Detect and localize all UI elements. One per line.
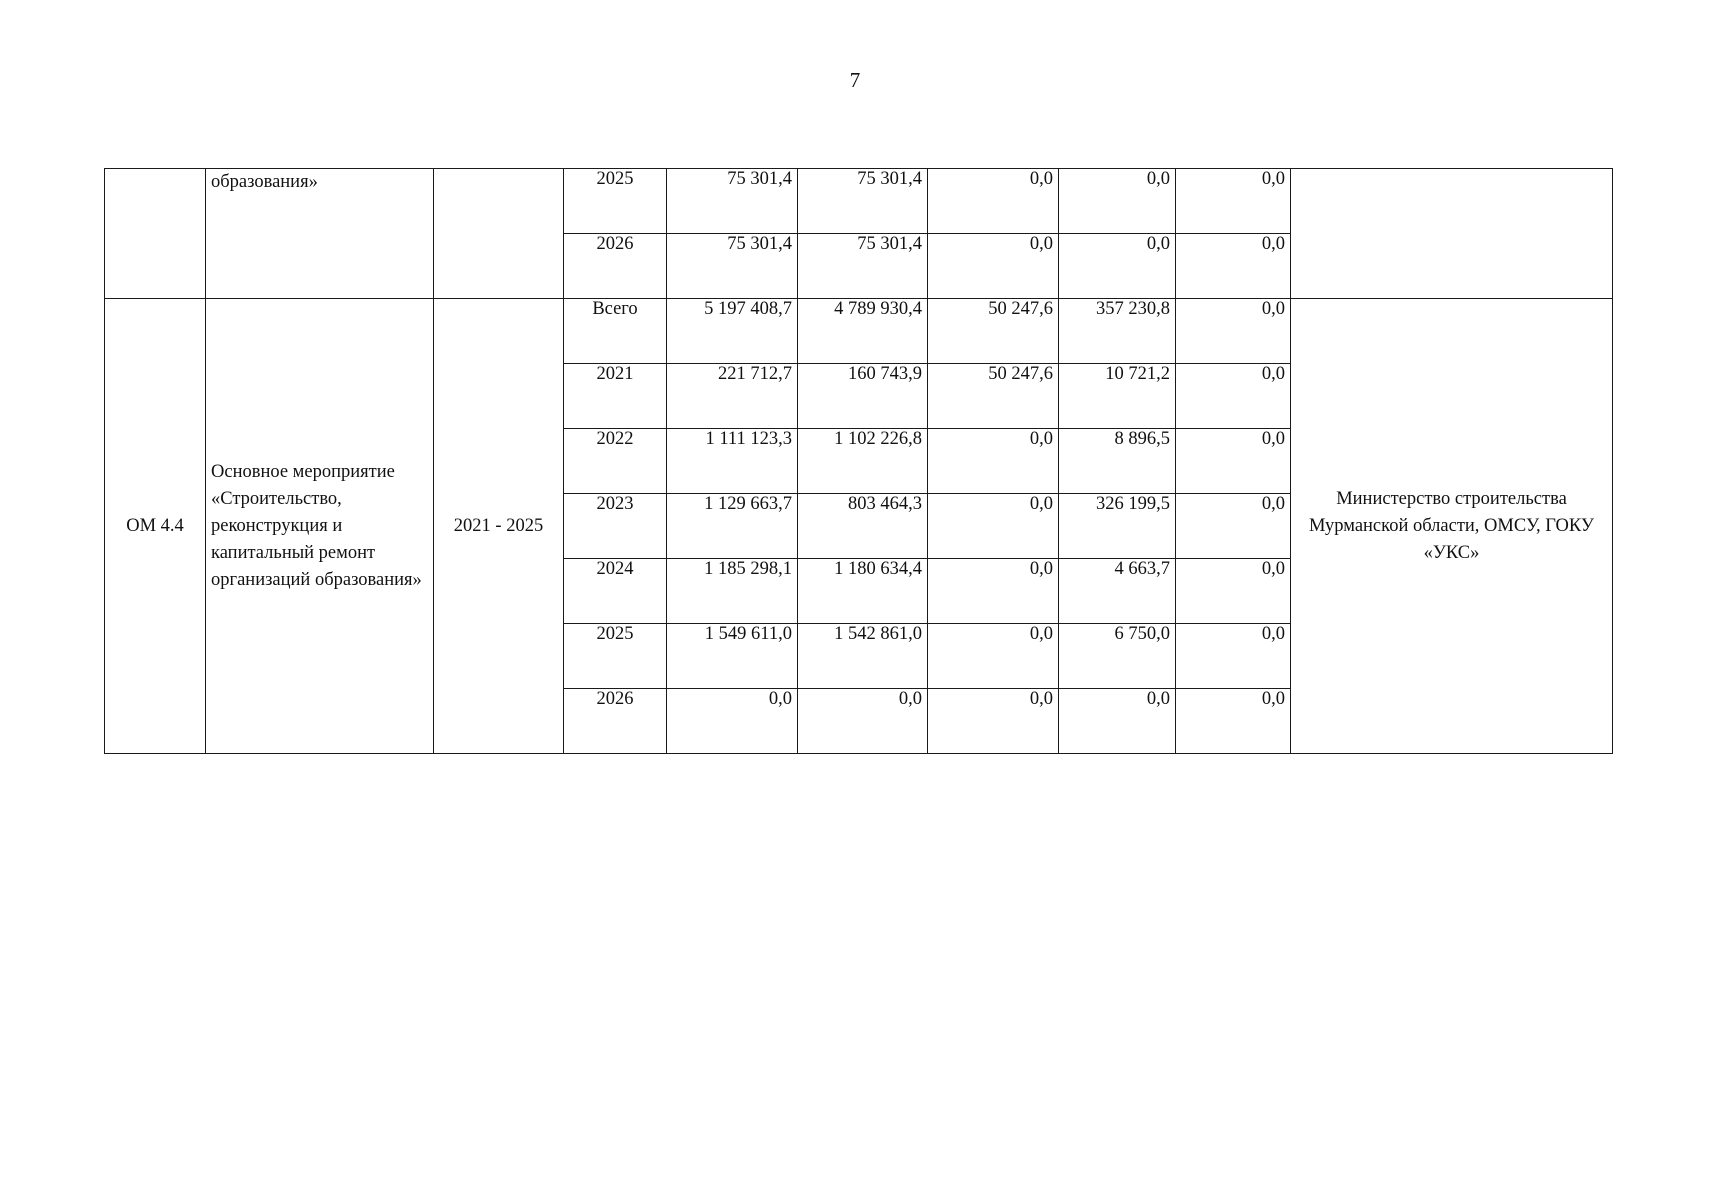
measure-name-cell: образования» <box>206 169 434 299</box>
page-number: 7 <box>849 68 861 92</box>
amount-cell: 0,0 <box>1176 299 1291 364</box>
amount-cell: 75 301,4 <box>667 169 798 234</box>
executor-cell <box>1291 169 1613 299</box>
amount-cell: 0,0 <box>667 689 798 754</box>
amount-cell: 0,0 <box>928 689 1059 754</box>
amount-cell: 0,0 <box>1176 364 1291 429</box>
amount-cell: 0,0 <box>1176 494 1291 559</box>
amount-cell: 1 102 226,8 <box>798 429 928 494</box>
year-cell: 2021 <box>564 364 667 429</box>
year-cell: 2022 <box>564 429 667 494</box>
amount-cell: 5 197 408,7 <box>667 299 798 364</box>
table-row <box>105 169 1613 234</box>
period-cell: 2021 - 2025 <box>434 299 564 754</box>
amount-cell: 1 542 861,0 <box>798 624 928 689</box>
amount-cell: 50 247,6 <box>928 299 1059 364</box>
amount-cell: 0,0 <box>928 234 1059 299</box>
amount-cell: 1 549 611,0 <box>667 624 798 689</box>
amount-cell: 75 301,4 <box>798 234 928 299</box>
amount-cell: 0,0 <box>1059 689 1176 754</box>
amount-cell: 0,0 <box>928 169 1059 234</box>
amount-cell: 0,0 <box>1176 559 1291 624</box>
amount-cell: 6 750,0 <box>1059 624 1176 689</box>
year-cell: Всего <box>564 299 667 364</box>
amount-cell: 160 743,9 <box>798 364 928 429</box>
year-cell: 2024 <box>564 559 667 624</box>
measure-name-cell: Основное мероприятие «Строительство, реконструкция и капитальный ремонт организаций образования» <box>206 299 434 754</box>
amount-cell: 0,0 <box>1176 169 1291 234</box>
year-cell: 2023 <box>564 494 667 559</box>
amount-cell: 0,0 <box>1176 624 1291 689</box>
amount-cell: 1 111 123,3 <box>667 429 798 494</box>
measure-code-cell <box>105 169 206 299</box>
amount-cell: 0,0 <box>928 494 1059 559</box>
amount-cell: 803 464,3 <box>798 494 928 559</box>
amount-cell: 0,0 <box>798 689 928 754</box>
amount-cell: 10 721,2 <box>1059 364 1176 429</box>
amount-cell: 4 789 930,4 <box>798 299 928 364</box>
budget-table <box>104 168 1613 754</box>
year-cell: 2026 <box>564 234 667 299</box>
amount-cell: 8 896,5 <box>1059 429 1176 494</box>
amount-cell: 1 180 634,4 <box>798 559 928 624</box>
amount-cell: 221 712,7 <box>667 364 798 429</box>
amount-cell: 357 230,8 <box>1059 299 1176 364</box>
amount-cell: 50 247,6 <box>928 364 1059 429</box>
year-cell: 2026 <box>564 689 667 754</box>
amount-cell: 326 199,5 <box>1059 494 1176 559</box>
amount-cell: 1 129 663,7 <box>667 494 798 559</box>
amount-cell: 4 663,7 <box>1059 559 1176 624</box>
amount-cell: 0,0 <box>1176 234 1291 299</box>
amount-cell: 0,0 <box>1176 429 1291 494</box>
measure-code-cell: ОМ 4.4 <box>105 299 206 754</box>
amount-cell: 0,0 <box>928 624 1059 689</box>
amount-cell: 0,0 <box>928 559 1059 624</box>
amount-cell: 0,0 <box>1176 689 1291 754</box>
table-body <box>105 169 1613 754</box>
table-row <box>105 299 1613 364</box>
amount-cell: 75 301,4 <box>798 169 928 234</box>
year-cell: 2025 <box>564 169 667 234</box>
executor-cell: Министерство строительства Мурманской области, ОМСУ, ГОКУ «УКС» <box>1291 299 1613 754</box>
amount-cell: 1 185 298,1 <box>667 559 798 624</box>
amount-cell: 0,0 <box>1059 169 1176 234</box>
amount-cell: 0,0 <box>928 429 1059 494</box>
period-cell <box>434 169 564 299</box>
amount-cell: 0,0 <box>1059 234 1176 299</box>
amount-cell: 75 301,4 <box>667 234 798 299</box>
year-cell: 2025 <box>564 624 667 689</box>
